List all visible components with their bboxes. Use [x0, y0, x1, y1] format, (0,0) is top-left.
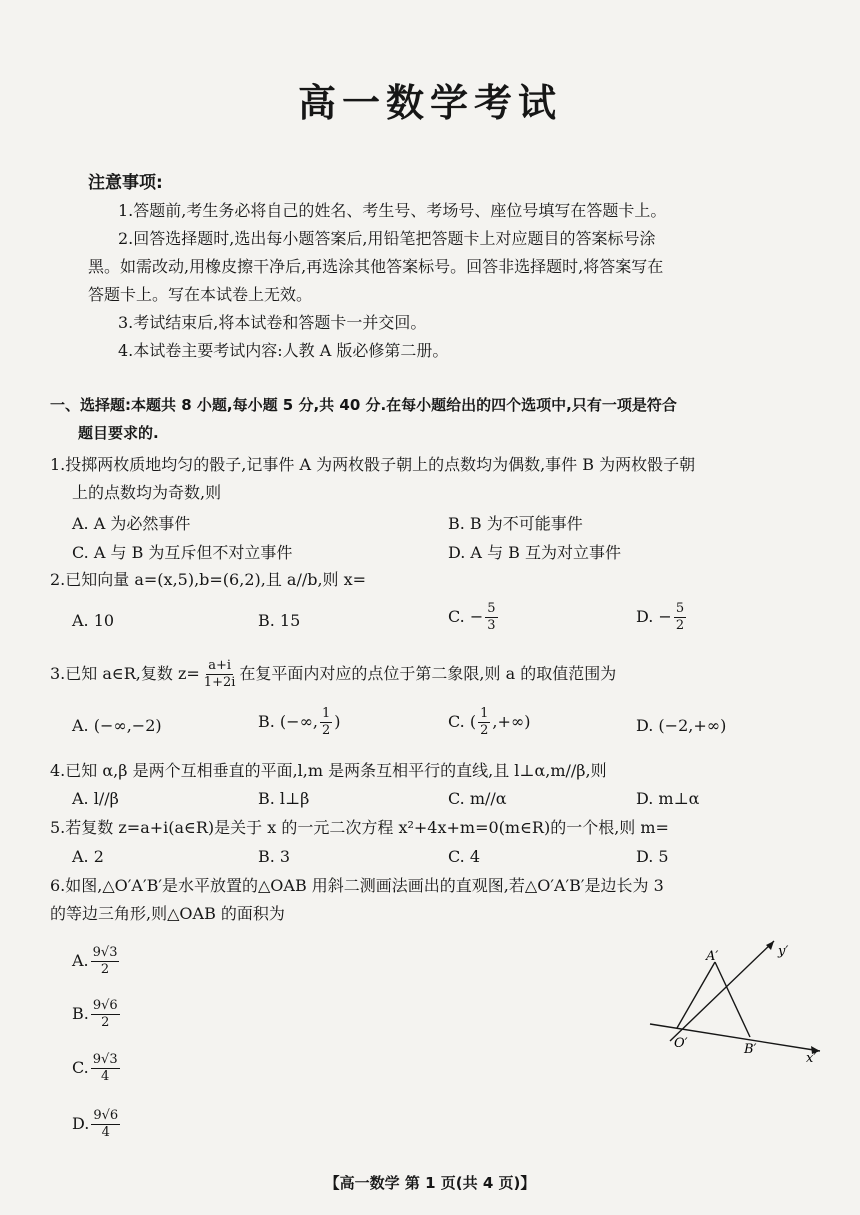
- q4-option-d: D. m⊥α: [636, 789, 700, 808]
- q4-option-c: C. m//α: [448, 789, 507, 808]
- q4-stem: 4.已知 α,β 是两个互相垂直的平面,l,m 是两条互相平行的直线,且 l⊥α,m//β,则: [50, 761, 607, 780]
- notice-item-2: 2.回答选择题时,选出每小题答案后,用铅笔把答题卡上对应题目的答案标号涂: [118, 229, 656, 248]
- label-b-prime: B′: [744, 1042, 757, 1057]
- oblique-triangle-figure: [640, 925, 830, 1065]
- q1-stem-cont: 上的点数均为奇数,则: [72, 483, 222, 502]
- q1-option-b: B. B 为不可能事件: [448, 514, 583, 533]
- q6-stem: 6.如图,△O′A′B′是水平放置的△OAB 用斜二测画法画出的直观图,若△O′A′B′是边长为 3: [50, 876, 664, 895]
- q3-option-c: C. ( $\frac{1}{2}$ ,+∞): [448, 706, 531, 738]
- q2-option-c: C. − $\frac{5}{3}$: [448, 601, 496, 633]
- q6-option-b: B. $\frac{9√6}{2}$: [72, 998, 118, 1030]
- q1-stem: 1.投掷两枚质地均匀的骰子,记事件 A 为两枚骰子朝上的点数均为偶数,事件 B 为两枚骰子朝: [50, 455, 696, 474]
- q2-option-d: D. − $\frac{5}{2}$: [636, 601, 685, 633]
- y-axis-line: [670, 941, 774, 1041]
- q6-option-a: A. $\frac{9√3}{2}$: [72, 945, 118, 977]
- page-title: 高一数学考试: [297, 81, 562, 125]
- y-axis-arrow: [766, 941, 774, 950]
- q5-option-a: A. 2: [72, 847, 104, 866]
- q5-option-c: C. 4: [448, 847, 481, 866]
- q2-option-b: B. 15: [258, 611, 301, 630]
- section-1-heading-cont: 题目要求的.: [78, 424, 159, 442]
- notice-item-2-end: 答题卡上。写在本试卷上无效。: [88, 285, 313, 304]
- side-o-a: [677, 962, 715, 1028]
- label-x-prime: x′: [806, 1051, 817, 1065]
- q6-stem-cont: 的等边三角形,则△OAB 的面积为: [50, 904, 285, 923]
- side-a-b: [715, 962, 750, 1037]
- q2-option-a: A. 10: [72, 611, 115, 630]
- label-a-prime: A′: [706, 949, 719, 964]
- notice-item-2-cont: 黑。如需改动,用橡皮擦干净后,再选涂其他答案标号。回答非选择题时,将答案写在: [88, 257, 664, 276]
- notice-item-3: 3.考试结束后,将本试卷和答题卡一并交回。: [118, 313, 427, 332]
- q6-option-c: C. $\frac{9√3}{4}$: [72, 1052, 118, 1084]
- section-1-heading: 一、选择题:本题共 8 小题,每小题 5 分,共 40 分.在每小题给出的四个选项中,只有一项是符合: [50, 396, 677, 414]
- q5-option-d: D. 5: [636, 847, 669, 866]
- q4-option-b: B. l⊥β: [258, 789, 310, 808]
- q2-stem: 2.已知向量 a=(x,5),b=(6,2),且 a//b,则 x=: [50, 570, 367, 589]
- q3-option-d: D. (−2,+∞): [636, 716, 727, 735]
- q6-option-d: D. $\frac{9√6}{4}$: [72, 1108, 119, 1140]
- q5-option-b: B. 3: [258, 847, 291, 866]
- q3-option-b: B. (−∞, $\frac{1}{2}$ ): [258, 706, 341, 738]
- notice-item-4: 4.本试卷主要考试内容:人教 A 版必修第二册。: [118, 341, 449, 360]
- q5-stem: 5.若复数 z=a+i(a∈R)是关于 x 的一元二次方程 x²+4x+m=0(m∈R)的一个根,则 m=: [50, 818, 669, 837]
- q1-option-c: C. A 与 B 为互斥但不对立事件: [72, 543, 293, 562]
- notice-item-1: 1.答题前,考生务必将自己的姓名、考生号、考场号、座位号填写在答题卡上。: [118, 201, 667, 220]
- q3-stem: 3.已知 a∈R,复数 z= $\frac{a+i}{1+2i}$ 在复平面内对应的点位于第二象限,则 a 的取值范围为: [50, 658, 617, 690]
- q1-option-d: D. A 与 B 互为对立事件: [448, 543, 622, 562]
- page-footer: 【高一数学 第 1 页(共 4 页)】: [324, 1174, 536, 1192]
- label-o-prime: O′: [674, 1036, 688, 1051]
- notice-heading: 注意事项:: [88, 173, 163, 193]
- q1-option-a: A. A 为必然事件: [72, 514, 191, 533]
- q4-option-a: A. l//β: [72, 789, 119, 808]
- label-y-prime: y′: [778, 944, 789, 959]
- q3-option-a: A. (−∞,−2): [72, 716, 162, 735]
